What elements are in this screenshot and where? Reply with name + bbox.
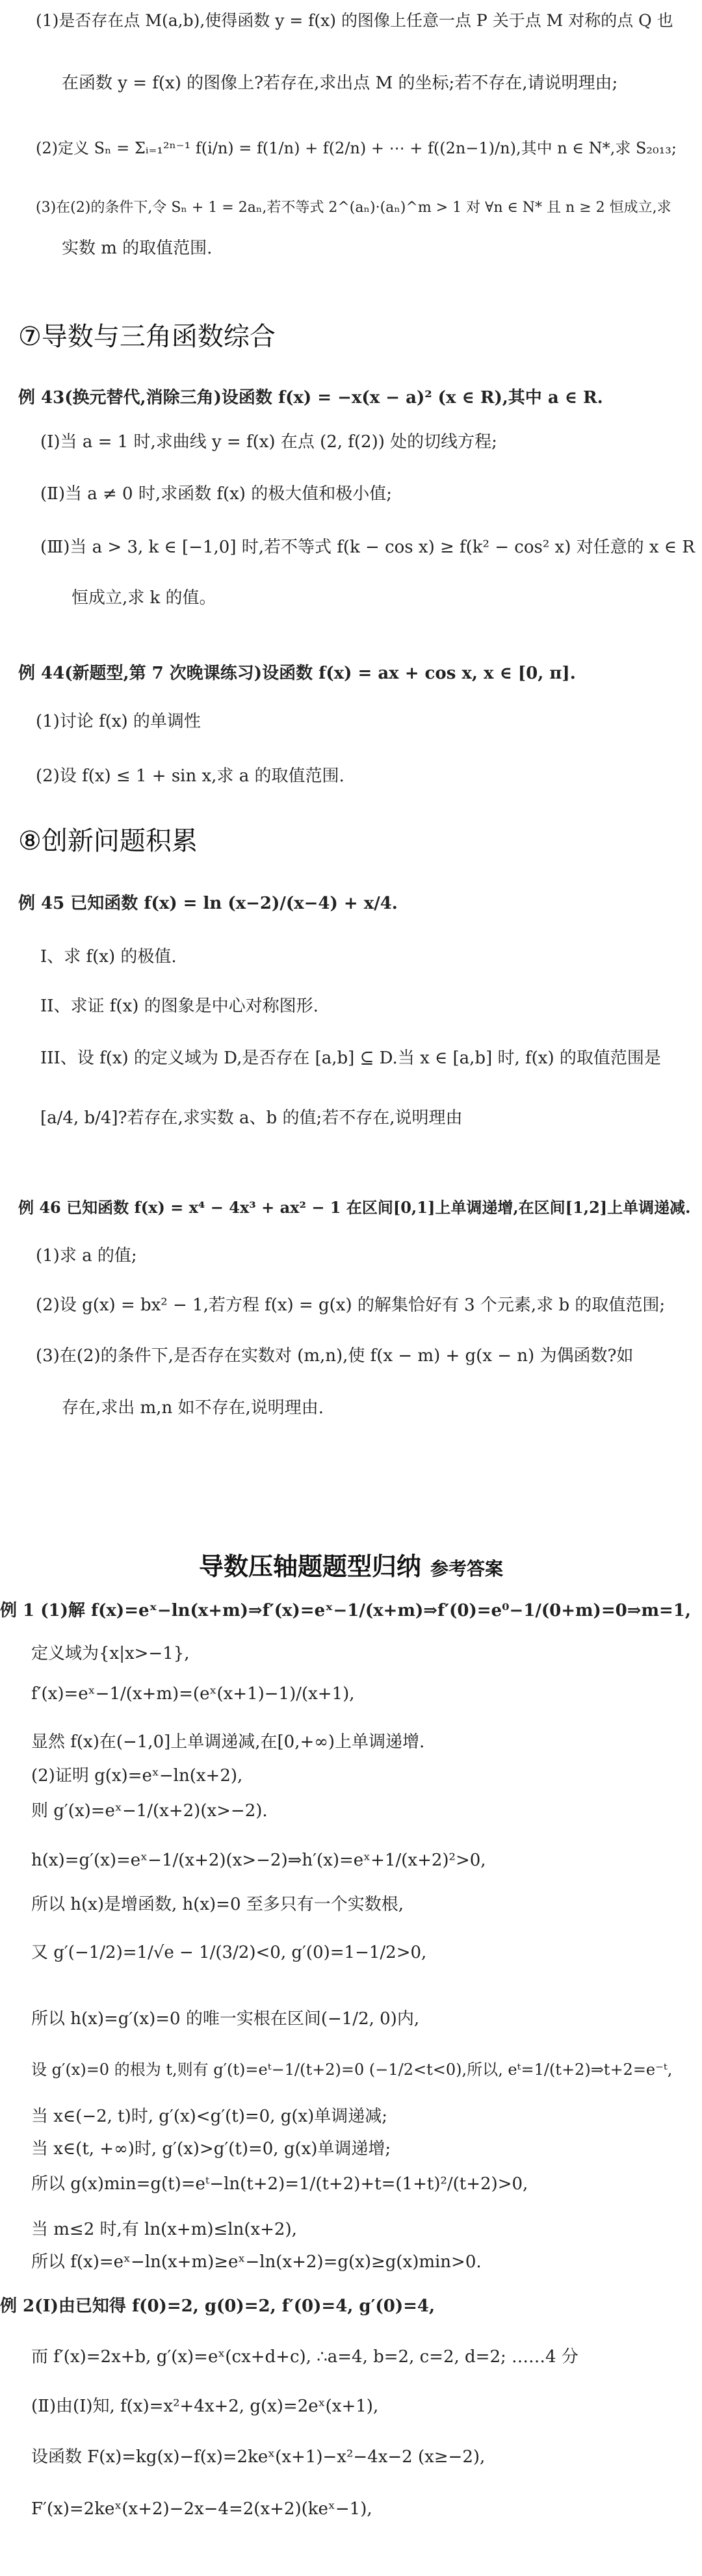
text-line: (Ⅱ)当 a ≠ 0 时,求函数 f(x) 的极大值和极小值; [40, 484, 392, 504]
text-line: h(x)=g′(x)=eˣ−1/(x+2)(x>−2)⇒h′(x)=eˣ+1/(x+2)²>0, [31, 1851, 486, 1870]
text-line: (2)设 f(x) ≤ 1 + sin x,求 a 的取值范围. [36, 766, 344, 786]
answer-title-main: 导数压轴题题型归纳 [198, 1552, 421, 1581]
text-line: (3)在(2)的条件下,是否存在实数对 (m,n),使 f(x − m) + g(x − n) 为偶函数?如 [36, 1346, 634, 1366]
text-line: 定义域为{x|x>−1}, [31, 1644, 190, 1663]
text-line: 所以 f(x)=eˣ−ln(x+m)≥eˣ−ln(x+2)=g(x)≥g(x)min>0. [31, 2252, 482, 2272]
text-line: 所以 g(x)min=g(t)=eᵗ−ln(t+2)=1/(t+2)+t=(1+t)²/(t+2)>0, [31, 2174, 528, 2194]
text-line: (1)是否存在点 M(a,b),使得函数 y = f(x) 的图像上任意一点 P 关于点 M 对称的点 Q 也 [36, 11, 673, 30]
text-line: 当 x∈(t, +∞)时, g′(x)>g′(t)=0, g(x)单调递增; [31, 2139, 391, 2159]
text-line: 当 m≤2 时,有 ln(x+m)≤ln(x+2), [31, 2220, 297, 2239]
text-line: III、设 f(x) 的定义域为 D,是否存在 [a,b] ⊆ D.当 x ∈ [a,b] 时, f(x) 的取值范围是 [40, 1048, 661, 1068]
text-line: 例 2(Ⅰ)由已知得 f(0)=2, g(0)=2, f′(0)=4, g′(0)=4, [0, 2296, 436, 2316]
section-heading: ⑧创新问题积累 [18, 826, 198, 856]
text-line: 显然 f(x)在(−1,0]上单调递减,在[0,+∞)上单调递增. [31, 1732, 425, 1752]
text-line: 存在,求出 m,n 如不存在,说明理由. [62, 1398, 324, 1418]
text-line: 而 f′(x)=2x+b, g′(x)=eˣ(cx+d+c), ∴a=4, b=2, c=2, d=2; ……4 分 [31, 2347, 578, 2367]
text-line: 又 g′(−1/2)=1/√e − 1/(3/2)<0, g′(0)=1−1/2>0, [31, 1943, 427, 1962]
text-line: (Ⅱ)由(Ⅰ)知, f(x)=x²+4x+2, g(x)=2eˣ(x+1), [31, 2397, 379, 2416]
text-line: (1)求 a 的值; [36, 1246, 137, 1266]
text-line: I、求 f(x) 的极值. [40, 947, 177, 967]
text-line: (Ⅲ)当 a > 3, k ∈ [−1,0] 时,若不等式 f(k − cos x) ≥ f(k² − cos² x) 对任意的 x ∈ R [40, 538, 695, 557]
text-line: 所以 h(x)是增函数, h(x)=0 至多只有一个实数根, [31, 1895, 404, 1914]
text-line: [a/4, b/4]?若存在,求实数 a、b 的值;若不存在,说明理由 [40, 1108, 463, 1128]
section-heading: ⑦导数与三角函数综合 [18, 322, 276, 352]
text-line: 当 x∈(−2, t)时, g′(x)<g′(t)=0, g(x)单调递减; [31, 2107, 388, 2126]
text-line: 所以 h(x)=g′(x)=0 的唯一实根在区间(−1/2, 0)内, [31, 2009, 420, 2029]
text-line: 设 g′(x)=0 的根为 t,则有 g′(t)=eᵗ−1/(t+2)=0 (−1/2<t<0),所以, eᵗ=1/(t+2)⇒t+2=e⁻ᵗ, [31, 2061, 673, 2079]
text-line: (3)在(2)的条件下,令 Sₙ + 1 = 2aₙ,若不等式 2^(aₙ)·(aₙ)^m > 1 对 ∀n ∈ N* 且 n ≥ 2 恒成立,求 [36, 200, 671, 216]
text-line: II、求证 f(x) 的图象是中心对称图形. [40, 996, 318, 1016]
text-line: 实数 m 的取值范围. [62, 239, 213, 258]
text-line: (2)定义 Sₙ = Σᵢ₌₁²ⁿ⁻¹ f(i/n) = f(1/n) + f(2/n) + ⋯ + f((2n−1)/n),其中 n ∈ N*,求 S₂₀₁₃; [36, 139, 677, 157]
text-line: 例 45 已知函数 f(x) = ln (x−2)/(x−4) + x/4. [18, 894, 398, 913]
text-line: 例 1 (1)解 f(x)=eˣ−ln(x+m)⇒f′(x)=eˣ−1/(x+m)⇒f′(0)=e⁰−1/(0+m)=0⇒m=1, [0, 1601, 691, 1620]
text-line: 在函数 y = f(x) 的图像上?若存在,求出点 M 的坐标;若不存在,请说明理由; [62, 73, 618, 93]
text-line: 则 g′(x)=eˣ−1/(x+2)(x>−2). [31, 1801, 268, 1821]
text-line: (Ⅰ)当 a = 1 时,求曲线 y = f(x) 在点 (2, f(2)) 处的切线方程; [40, 432, 497, 452]
text-line: f′(x)=eˣ−1/(x+m)=(eˣ(x+1)−1)/(x+1), [31, 1684, 355, 1704]
text-line: 例 46 已知函数 f(x) = x⁴ − 4x³ + ax² − 1 在区间[0,1]上单调递增,在区间[1,2]上单调递减. [18, 1198, 691, 1217]
text-line: (2)设 g(x) = bx² − 1,若方程 f(x) = g(x) 的解集恰好有 3 个元素,求 b 的取值范围; [36, 1295, 666, 1315]
text-line: (2)证明 g(x)=eˣ−ln(x+2), [31, 1766, 243, 1786]
text-line: 设函数 F(x)=kg(x)−f(x)=2keˣ(x+1)−x²−4x−2 (x≥−2), [31, 2447, 486, 2467]
text-line: 例 44(新题型,第 7 次晚课练习)设函数 f(x) = ax + cos x, x ∈ [0, π]. [18, 664, 576, 683]
answer-section-title [0, 1548, 702, 1587]
text-line: F′(x)=2keˣ(x+2)−2x−4=2(x+2)(keˣ−1), [31, 2499, 372, 2519]
text-line: (1)讨论 f(x) 的单调性 [36, 712, 201, 731]
answer-title-sub: 参考答案 [430, 1558, 504, 1580]
text-line: 例 43(换元替代,消除三角)设函数 f(x) = −x(x − a)² (x ∈ R),其中 a ∈ R. [18, 388, 603, 408]
text-line: 恒成立,求 k 的值。 [72, 588, 216, 608]
